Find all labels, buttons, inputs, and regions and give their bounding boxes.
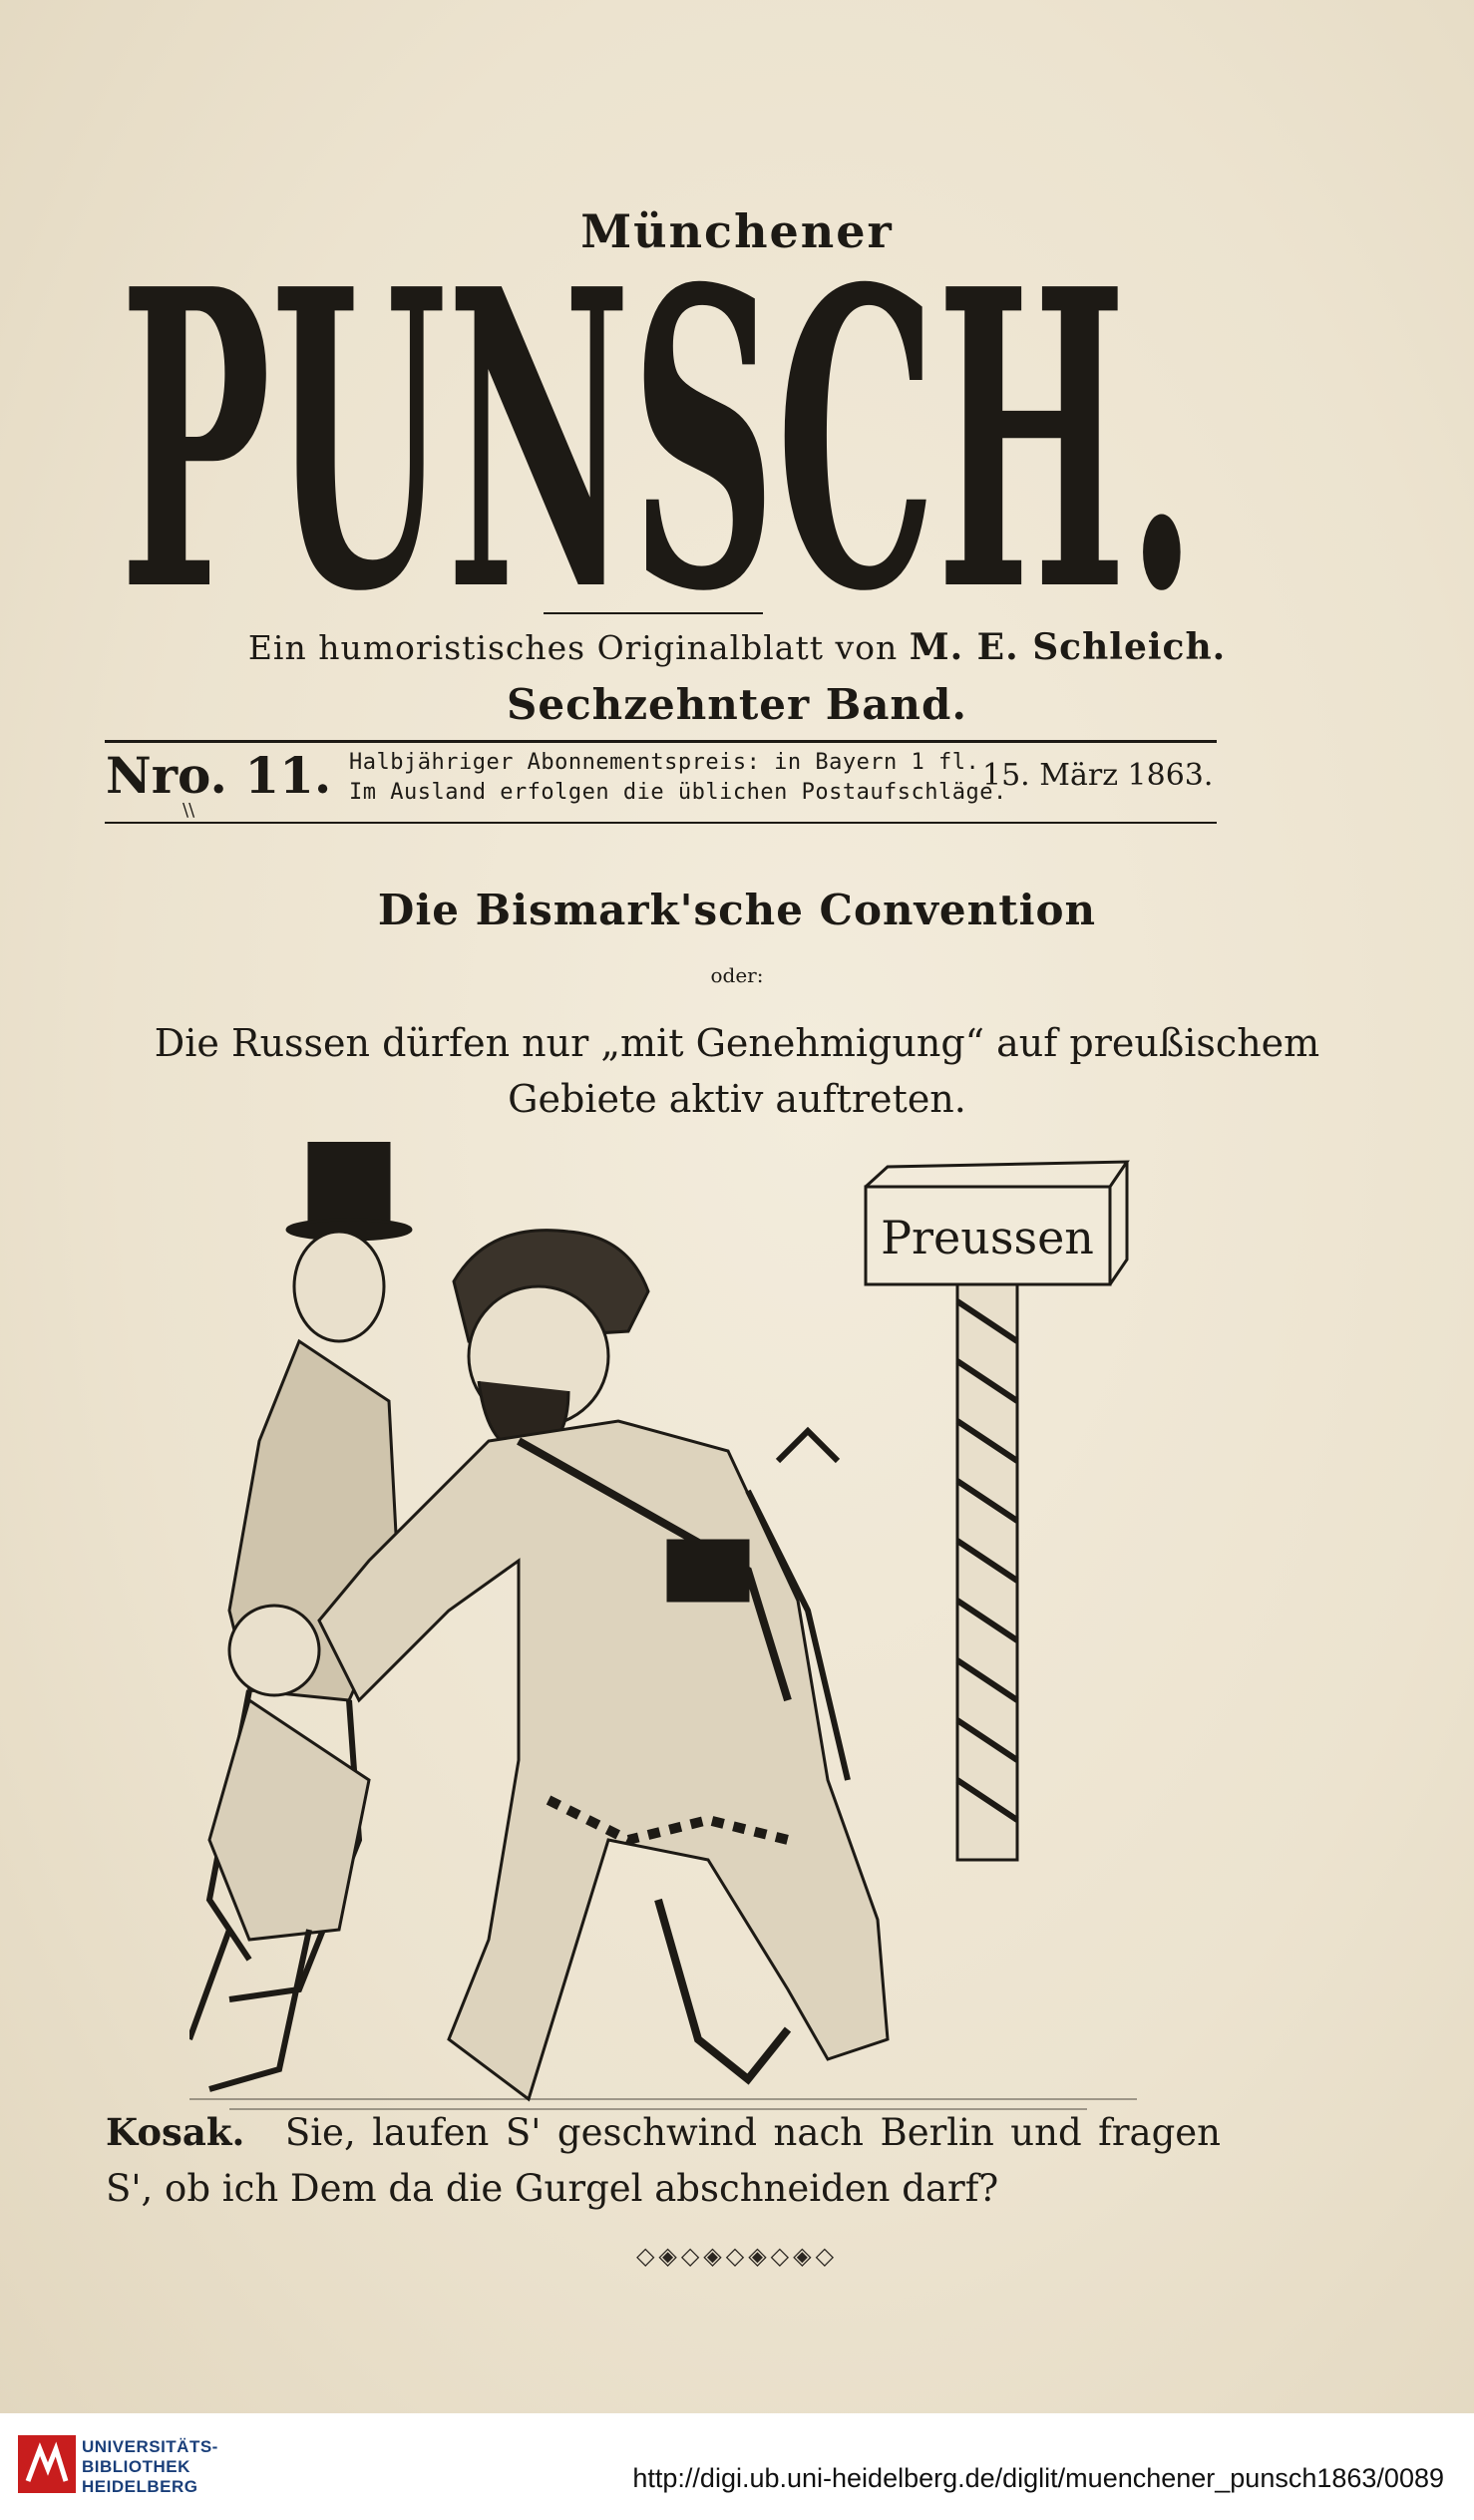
footer-bar xyxy=(0,2413,1474,2520)
source-url[interactable]: http://digi.ub.uni-heidelberg.de/diglit/muenchener_punsch1863/0089 xyxy=(632,2463,1444,2493)
subscription-line-1: Halbjähriger Abonnementspreis: in Bayern 1 fl. xyxy=(349,750,980,775)
masthead-title xyxy=(110,267,1207,611)
cartoon-caption xyxy=(106,2104,1221,2217)
library-name-line-3: HEIDELBERG xyxy=(82,2477,198,2496)
library-logo-icon xyxy=(18,2435,76,2493)
header-rule-top xyxy=(105,740,1217,743)
library-name-line-2: BIBLIOTHEK xyxy=(82,2457,190,2476)
satchel xyxy=(668,1541,748,1601)
subtitle-author: M. E. Schleich. xyxy=(909,626,1227,668)
library-name xyxy=(82,2437,218,2497)
title-underline xyxy=(544,612,763,614)
knife xyxy=(778,1431,838,1461)
cartoon-drawing xyxy=(189,1142,1137,2124)
article-headline: Die Bismark'sche Convention xyxy=(377,886,1097,934)
sign-text: Preussen xyxy=(881,1211,1094,1264)
issue-number-mark: \\ xyxy=(183,800,195,821)
article-subheadline: Die Russen dürfen nur „mit Genehmigung“ auf preußischem Gebiete aktiv auftreten. xyxy=(154,1021,1320,1121)
header-rule-bottom xyxy=(105,822,1217,824)
masthead-title-text: PUNSCH. xyxy=(120,267,1197,611)
issue-date: 15. März 1863. xyxy=(982,758,1214,793)
caption-speaker: Kosak. xyxy=(106,2110,245,2154)
top-hat xyxy=(309,1142,389,1227)
subtitle-prefix: Ein humoristisches Originalblatt von xyxy=(247,628,899,667)
volume-label: Sechzehnter Band. xyxy=(507,680,967,729)
subscription-line-2: Im Ausland erfolgen die üblichen Postaufschläge. xyxy=(349,780,1007,805)
boy-head xyxy=(229,1606,319,1695)
caption-text: Sie, laufen S' geschwind nach Berlin und fragen S', ob ich Dem da die Gurgel abschneiden darf? xyxy=(106,2111,1221,2210)
headline-connector: oder: xyxy=(710,963,764,987)
library-name-line-1: UNIVERSITÄTS- xyxy=(82,2437,218,2456)
masthead-subtitle xyxy=(0,626,1474,668)
decorative-divider: ◇◈◇◈◇◈◇◈◇ xyxy=(635,2242,839,2270)
issue-number: Nro. 11. xyxy=(106,746,332,805)
subscription-info xyxy=(349,748,1007,808)
cartoon-illustration xyxy=(189,1142,1137,2124)
masthead-top-line: Münchener xyxy=(580,204,894,258)
civilian-head xyxy=(294,1232,384,1341)
